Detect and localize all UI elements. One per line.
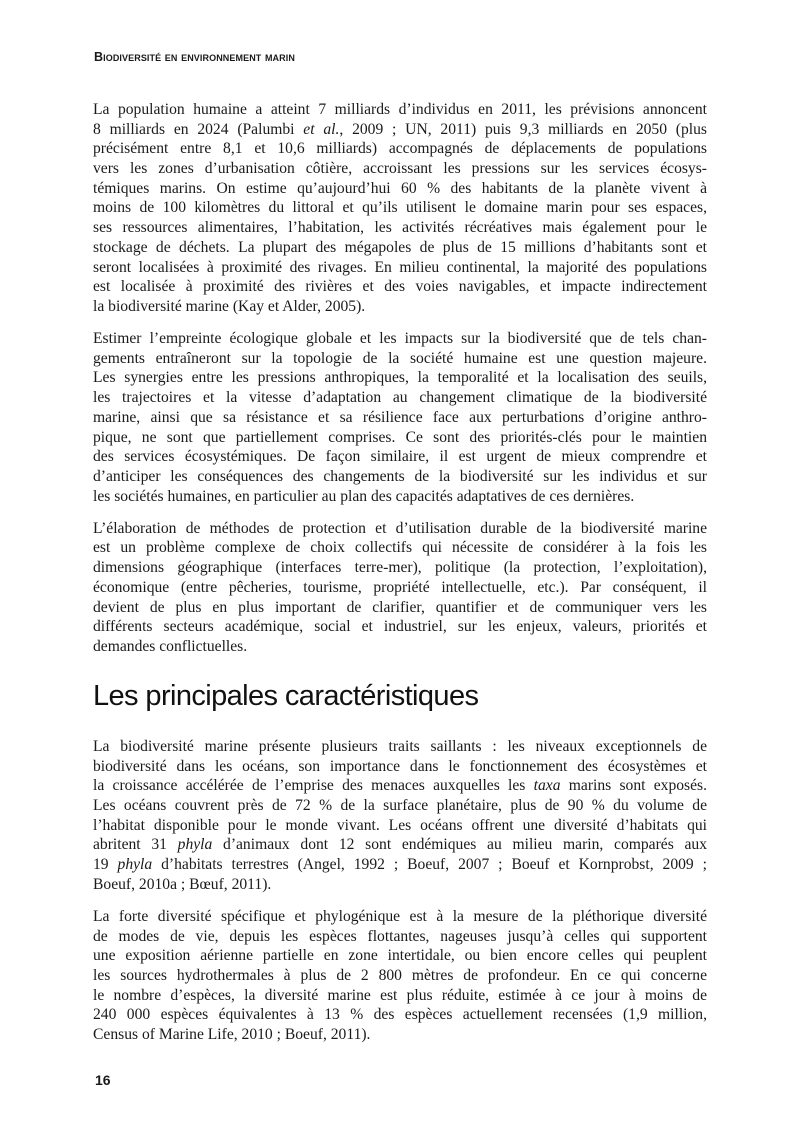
text-line: est un problème complexe de choix collectifs qui nécessite de considérer à la fois les	[93, 539, 707, 557]
body-text-after-heading	[93, 737, 707, 1045]
italic-term: phyla	[177, 836, 213, 854]
text-line: devient de plus en plus important de clarifier, quantifier et de communiquer vers les	[93, 598, 707, 616]
text-line	[93, 776, 707, 796]
text-segment: 8 milliards en 2024 (Palumbi	[93, 120, 304, 138]
text-line: la biodiversité marine (Kay et Alder, 2005).	[93, 297, 366, 315]
text-line: de modes de vie, depuis les espèces flottantes, nageuses jusqu’à celles qui supportent	[93, 927, 707, 945]
body-text-before-heading	[93, 100, 707, 657]
paragraph	[93, 737, 707, 895]
text-line: le nombre d’espèces, la diversité marine est plus réduite, estimée à ce jour à moins de	[93, 986, 707, 1004]
text-segment: marins sont exposés.	[560, 777, 707, 795]
text-line: La forte diversité spécifique et phylogénique est à la mesure de la pléthorique diversité	[93, 908, 707, 925]
text-line: Les synergies entre les pressions anthropiques, la temporalité et la localisation des seuils,	[93, 369, 707, 387]
text-line: L’élaboration de méthodes de protection et d’utilisation durable de la biodiversité marine	[93, 519, 707, 537]
paragraph	[93, 519, 707, 657]
text-line: La biodiversité marine présente plusieurs traits saillants : les niveaux exceptionnels de	[93, 738, 707, 755]
text-line: Estimer l’empreinte écologique globale et les impacts sur la biodiversité que de tels chan-	[93, 330, 707, 348]
text-line: ses ressources alimentaires, l’habitation, les activités récréatives mais également pour le	[93, 219, 707, 237]
text-line: seront localisées à proximité des rivages. En milieu continental, la majorité des populations	[93, 258, 707, 276]
paragraph	[93, 907, 707, 1045]
text-line: Boeuf, 2010a ; Bœuf, 2011).	[93, 875, 272, 893]
text-segment: , 2009 ; UN, 2011) puis 9,3 milliards en 2050 (plus	[339, 120, 707, 138]
text-line	[93, 835, 707, 855]
italic-term: et al.	[303, 120, 340, 138]
text-line: 240 000 espèces équivalentes à 13 % des espèces actuellement recensées (1,9 million,	[93, 1006, 707, 1024]
text-line: gements entraîneront sur la topologie de la société humaine est une question majeure.	[93, 349, 707, 367]
text-line: moins de 100 kilomètres du littoral et qu’ils utilisent le domaine marin pour ses espaces,	[93, 199, 707, 217]
text-line: vers les zones d’urbanisation côtière, accroissant les pressions sur les services écosys-	[93, 160, 707, 178]
text-line: demandes conflictuelles.	[93, 637, 248, 655]
text-line: l’habitat disponible pour le monde vivant. Les océans offrent une diversité d’habitats qui	[93, 816, 707, 834]
text-line: marine, ainsi que sa résistance et sa résilience face aux perturbations d’origine anthro-	[93, 408, 707, 426]
text-segment: 19	[93, 856, 118, 874]
text-segment: la croissance accélérée de l’emprise des menaces auxquelles les	[93, 777, 534, 795]
paragraph	[93, 100, 707, 317]
text-line: une exposition aérienne partielle en zone intertidale, ou bien encore celles qui peuplent	[93, 947, 707, 965]
text-line: dimensions géographique (interfaces terre-mer), politique (la protection, l’exploitation),	[93, 559, 707, 577]
running-head: Biodiversité en environnement marin	[94, 50, 295, 64]
text-segment: abritent 31	[93, 836, 178, 854]
text-line: La population humaine a atteint 7 milliards d’individus en 2011, les prévisions annoncent	[93, 101, 707, 118]
text-line: économique (entre pêcheries, tourisme, propriété intellectuelle, etc.). Par conséquent, il	[93, 578, 707, 596]
text-line: les sociétés humaines, en particulier au plan des capacités adaptatives de ces dernières.	[93, 487, 635, 505]
text-segment: d’animaux dont 12 sont endémiques au milieu marin, comparés aux	[212, 836, 707, 854]
italic-term: phyla	[117, 856, 153, 874]
text-line: stockage de déchets. La plupart des mégapoles de plus de 15 millions d’habitants sont et	[93, 238, 707, 256]
text-line: témiques marins. On estime qu’aujourd’hui 60 % des habitants de la planète vivent à	[93, 179, 707, 197]
page-number: 16	[95, 1072, 111, 1088]
text-line: des services écosystémiques. De façon similaire, il est urgent de mieux comprendre et	[93, 448, 707, 466]
text-line	[93, 120, 707, 140]
text-line: biodiversité dans les océans, son importance dans le fonctionnement des écosystèmes et	[93, 757, 707, 775]
text-line	[93, 855, 707, 875]
text-line: d’anticiper les conséquences des changements de la biodiversité sur les individus et sur	[93, 467, 707, 485]
section-heading: Les principales caractéristiques	[93, 680, 479, 712]
text-line: Les océans couvrent près de 72 % de la surface planétaire, plus de 90 % du volume de	[93, 797, 707, 815]
text-line: les sources hydrothermales à plus de 2 800 mètres de profondeur. En ce qui concerne	[93, 967, 707, 985]
italic-term: taxa	[533, 777, 561, 795]
text-segment: d’habitats terrestres (Angel, 1992 ; Boeuf, 2007 ; Boeuf et Kornprobst, 2009 ;	[152, 856, 707, 874]
text-line: est localisée à proximité des rivières et des voies navigables, et impacte indirectement	[93, 278, 707, 296]
text-line: différents secteurs académique, social et industriel, sur les enjeux, valeurs, priorités et	[93, 618, 707, 636]
text-line: précisément entre 8,1 et 10,6 milliards) accompagnés de déplacements de populations	[93, 140, 707, 158]
text-line: les trajectoires et la vitesse d’adaptation au changement climatique de la biodiversité	[93, 389, 707, 407]
text-line: pique, ne sont que partiellement comprises. Ce sont des priorités-clés pour le maintien	[93, 428, 707, 446]
text-line: Census of Marine Life, 2010 ; Boeuf, 2011).	[93, 1026, 371, 1044]
paragraph	[93, 329, 707, 506]
